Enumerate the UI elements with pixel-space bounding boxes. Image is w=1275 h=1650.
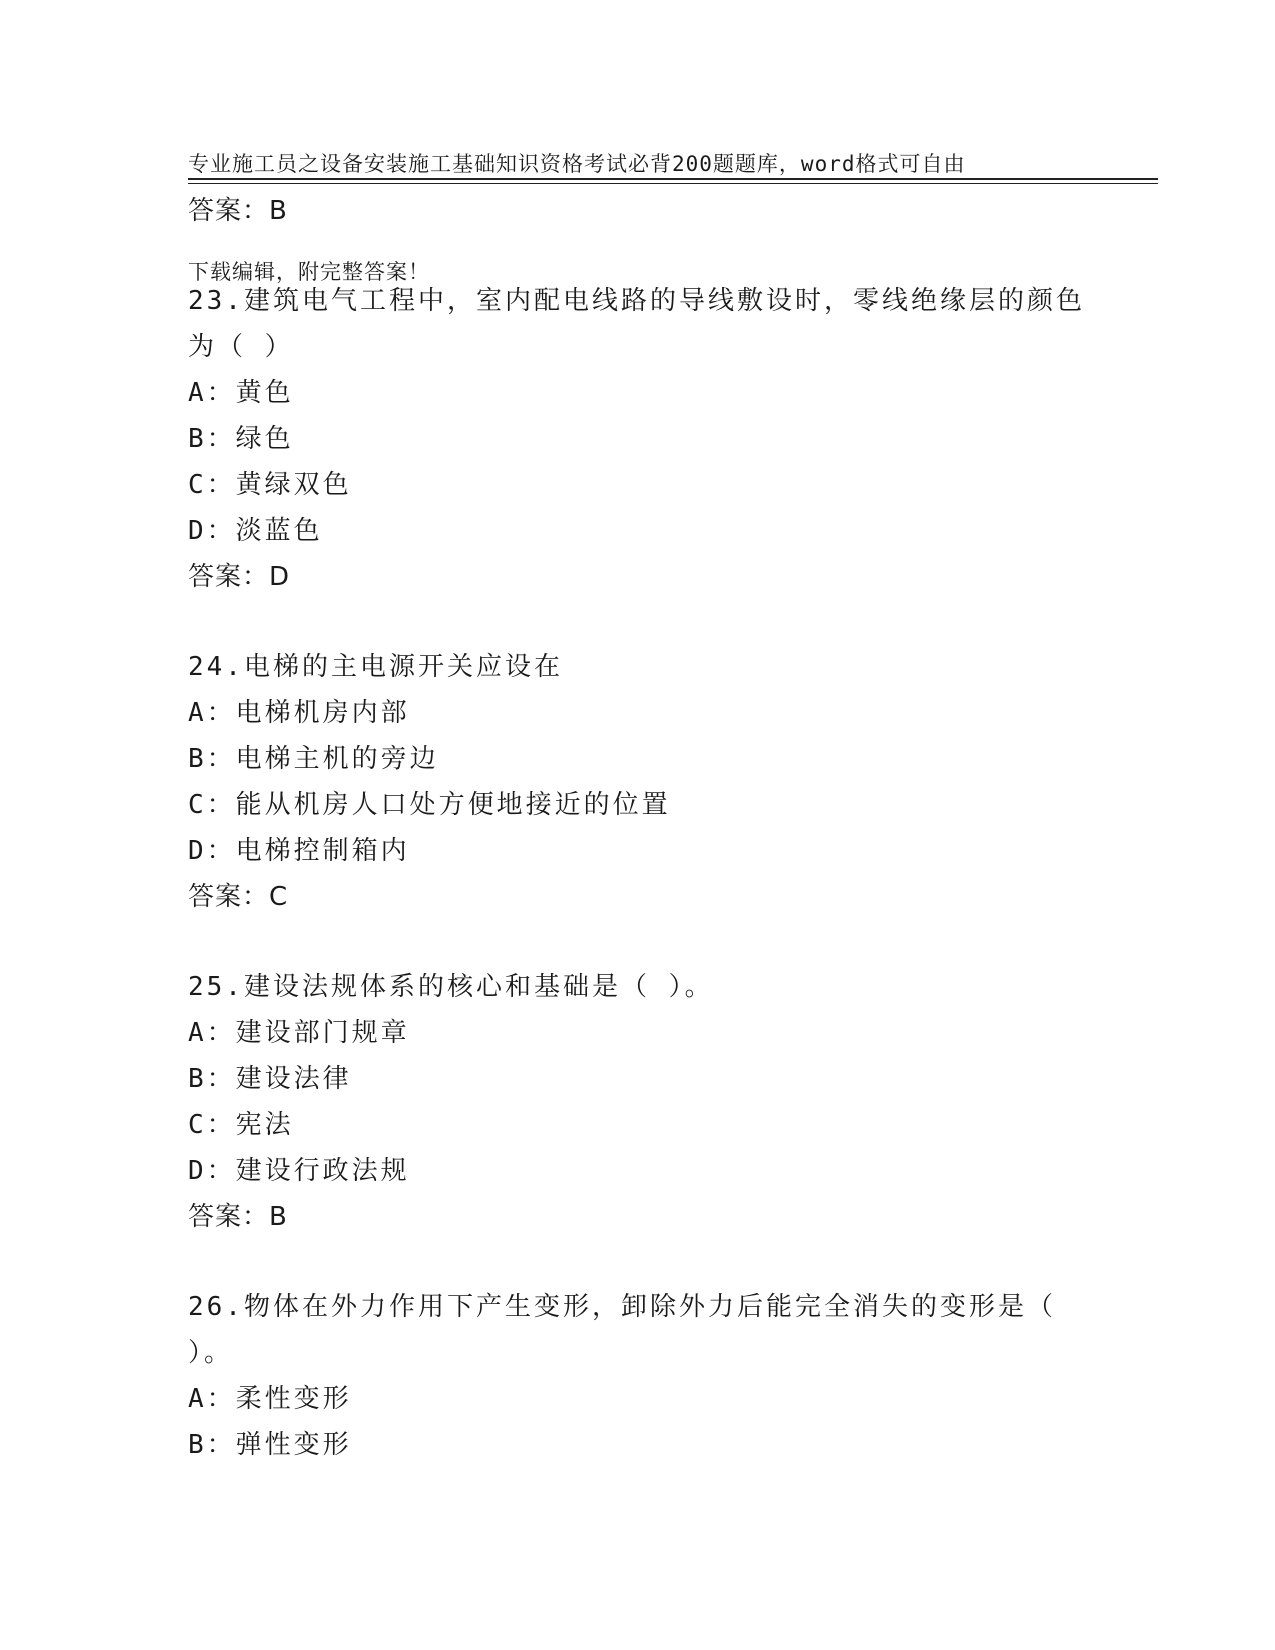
previous-answer: 答案：B <box>188 196 288 226</box>
question-23 <box>188 278 1148 600</box>
stem-line-1: 26.物体在外力作用下产生变形，卸除外力后能完全消失的变形是（ <box>188 1292 1056 1322</box>
question-24 <box>188 644 1148 920</box>
option-b: B：绿色 <box>188 424 294 454</box>
option-c: C：宪法 <box>188 1110 294 1140</box>
question-25 <box>188 964 1148 1240</box>
option-b: B：建设法律 <box>188 1064 352 1094</box>
question-list <box>188 188 1148 1468</box>
option-c: C：黄绿双色 <box>188 470 352 500</box>
header-rule-thin <box>188 183 1158 184</box>
option-d: D：电梯控制箱内 <box>188 836 410 866</box>
stem-line-2: 为（ ） <box>188 332 294 362</box>
answer: 答案：C <box>188 882 289 912</box>
question-stem <box>188 278 1148 370</box>
stem-line-2: ）。 <box>188 1338 234 1368</box>
answer: 答案：B <box>188 1202 288 1232</box>
question-26 <box>188 1284 1148 1468</box>
option-b: B：弹性变形 <box>188 1430 352 1460</box>
option-a: A：电梯机房内部 <box>188 698 410 728</box>
header-rule-thick <box>188 178 1158 180</box>
option-d: D：建设行政法规 <box>188 1156 410 1186</box>
header-line-2: 下载编辑，附完整答案！ <box>188 260 430 284</box>
option-a: A：黄色 <box>188 378 294 408</box>
stem-line-1: 25.建设法规体系的核心和基础是（ ）。 <box>188 972 714 1002</box>
stem-line-1: 24.电梯的主电源开关应设在 <box>188 652 563 682</box>
answer: 答案：D <box>188 562 291 592</box>
question-stem <box>188 964 1148 1010</box>
option-a: A：柔性变形 <box>188 1384 352 1414</box>
option-c: C：能从机房人口处方便地接近的位置 <box>188 790 671 820</box>
question-stem <box>188 1284 1148 1376</box>
question-stem <box>188 644 1148 690</box>
header-line-1: 专业施工员之设备安装施工基础知识资格考试必背200题题库，word格式可自由 <box>188 152 966 176</box>
stem-line-1: 23.建筑电气工程中，室内配电线路的导线敷设时，零线绝缘层的颜色 <box>188 286 1085 316</box>
option-b: B：电梯主机的旁边 <box>188 744 439 774</box>
option-d: D：淡蓝色 <box>188 516 323 546</box>
option-a: A：建设部门规章 <box>188 1018 410 1048</box>
